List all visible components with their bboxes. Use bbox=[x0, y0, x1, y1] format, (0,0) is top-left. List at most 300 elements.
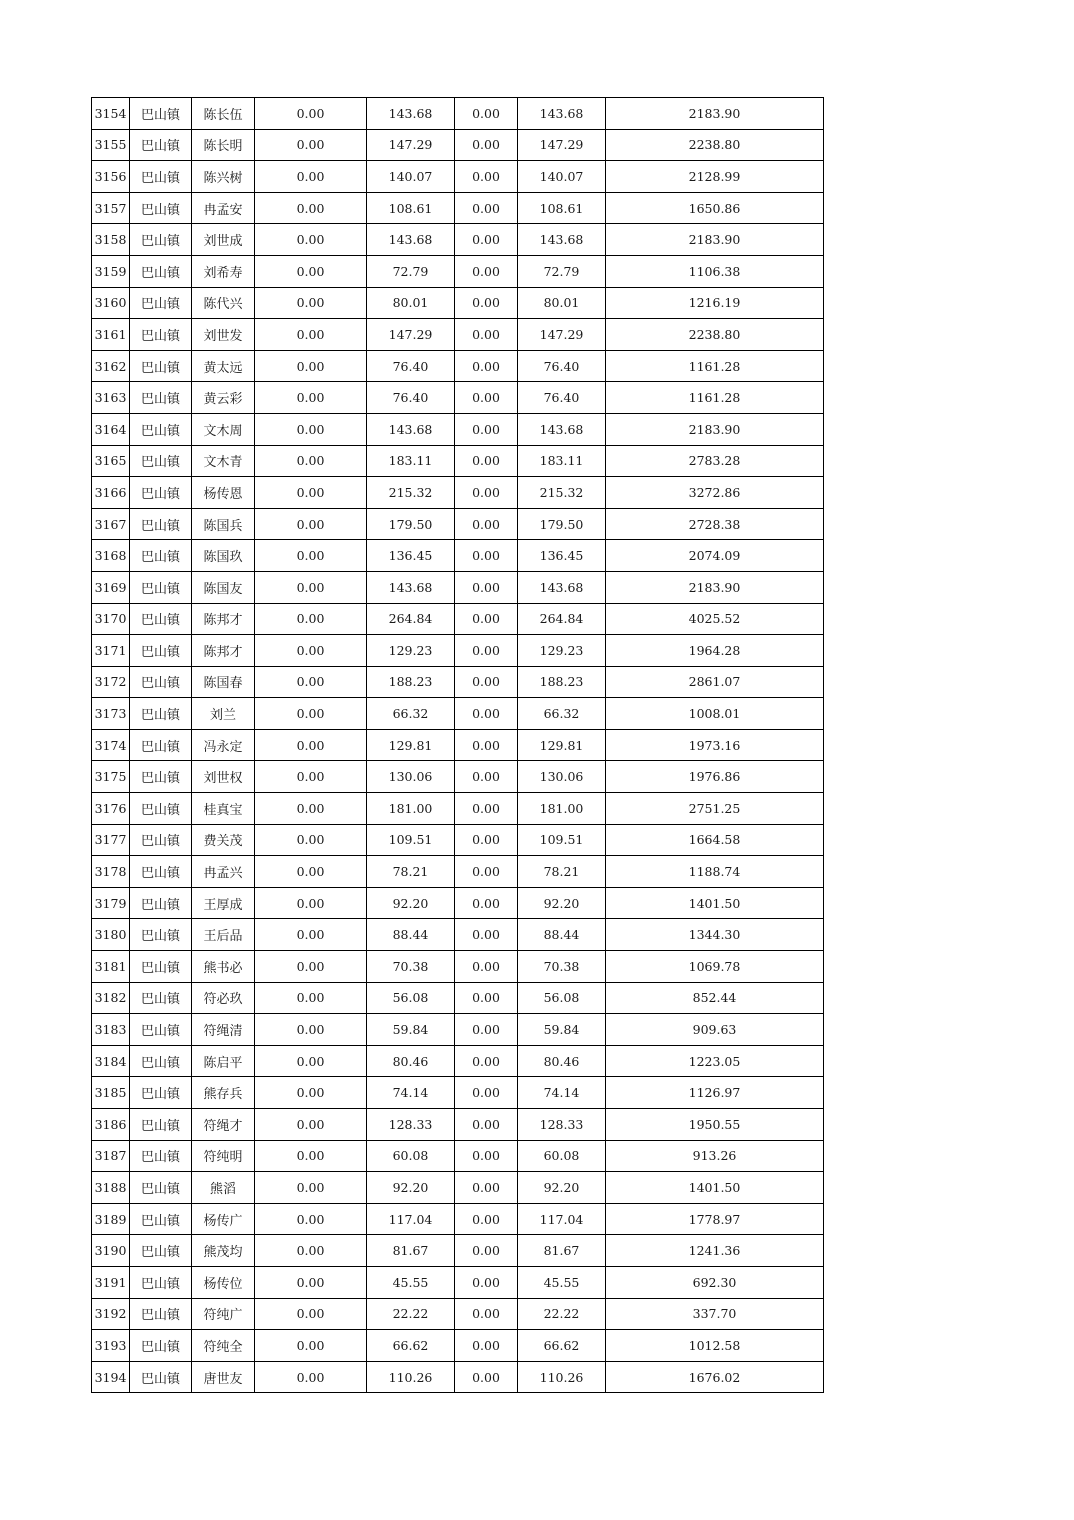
value-a-cell: 0.00 bbox=[255, 224, 367, 256]
name-cell: 陈国友 bbox=[192, 571, 255, 603]
value-d-cell: 136.45 bbox=[518, 540, 606, 572]
row-number-cell: 3178 bbox=[92, 856, 130, 888]
value-d-cell: 76.40 bbox=[518, 350, 606, 382]
row-number-cell: 3180 bbox=[92, 919, 130, 951]
amount-cell: 1161.28 bbox=[606, 350, 824, 382]
value-a-cell: 0.00 bbox=[255, 793, 367, 825]
value-d-cell: 59.84 bbox=[518, 1014, 606, 1046]
row-number-cell: 3157 bbox=[92, 192, 130, 224]
row-number-cell: 3163 bbox=[92, 382, 130, 414]
town-cell: 巴山镇 bbox=[130, 951, 192, 983]
value-d-cell: 66.62 bbox=[518, 1330, 606, 1362]
table-row bbox=[92, 887, 824, 919]
value-a-cell: 0.00 bbox=[255, 382, 367, 414]
row-number-cell: 3171 bbox=[92, 635, 130, 667]
value-b-cell: 215.32 bbox=[367, 477, 455, 509]
value-b-cell: 117.04 bbox=[367, 1203, 455, 1235]
town-cell: 巴山镇 bbox=[130, 1140, 192, 1172]
value-a-cell: 0.00 bbox=[255, 287, 367, 319]
amount-cell: 692.30 bbox=[606, 1266, 824, 1298]
amount-cell: 1664.58 bbox=[606, 824, 824, 856]
value-d-cell: 81.67 bbox=[518, 1235, 606, 1267]
name-cell: 符纯明 bbox=[192, 1140, 255, 1172]
name-cell: 熊书必 bbox=[192, 951, 255, 983]
name-cell: 唐世友 bbox=[192, 1361, 255, 1393]
value-d-cell: 143.68 bbox=[518, 98, 606, 130]
amount-cell: 1188.74 bbox=[606, 856, 824, 888]
row-number-cell: 3186 bbox=[92, 1109, 130, 1141]
value-d-cell: 181.00 bbox=[518, 793, 606, 825]
value-a-cell: 0.00 bbox=[255, 666, 367, 698]
amount-cell: 2183.90 bbox=[606, 98, 824, 130]
value-a-cell: 0.00 bbox=[255, 161, 367, 193]
value-b-cell: 143.68 bbox=[367, 413, 455, 445]
row-number-cell: 3181 bbox=[92, 951, 130, 983]
town-cell: 巴山镇 bbox=[130, 508, 192, 540]
name-cell: 陈国春 bbox=[192, 666, 255, 698]
amount-cell: 2183.90 bbox=[606, 224, 824, 256]
value-c-cell: 0.00 bbox=[455, 887, 518, 919]
name-cell: 杨传恩 bbox=[192, 477, 255, 509]
value-d-cell: 109.51 bbox=[518, 824, 606, 856]
value-c-cell: 0.00 bbox=[455, 445, 518, 477]
value-b-cell: 179.50 bbox=[367, 508, 455, 540]
value-a-cell: 0.00 bbox=[255, 1014, 367, 1046]
value-c-cell: 0.00 bbox=[455, 540, 518, 572]
value-d-cell: 92.20 bbox=[518, 887, 606, 919]
table-row bbox=[92, 729, 824, 761]
name-cell: 符绳清 bbox=[192, 1014, 255, 1046]
amount-cell: 913.26 bbox=[606, 1140, 824, 1172]
amount-cell: 1344.30 bbox=[606, 919, 824, 951]
row-number-cell: 3175 bbox=[92, 761, 130, 793]
amount-cell: 2183.90 bbox=[606, 413, 824, 445]
value-b-cell: 76.40 bbox=[367, 382, 455, 414]
town-cell: 巴山镇 bbox=[130, 1172, 192, 1204]
table-row bbox=[92, 951, 824, 983]
value-d-cell: 179.50 bbox=[518, 508, 606, 540]
name-cell: 陈邦才 bbox=[192, 603, 255, 635]
amount-cell: 1676.02 bbox=[606, 1361, 824, 1393]
table-row bbox=[92, 1361, 824, 1393]
value-a-cell: 0.00 bbox=[255, 1077, 367, 1109]
town-cell: 巴山镇 bbox=[130, 129, 192, 161]
value-b-cell: 143.68 bbox=[367, 224, 455, 256]
value-d-cell: 183.11 bbox=[518, 445, 606, 477]
amount-cell: 2074.09 bbox=[606, 540, 824, 572]
value-d-cell: 66.32 bbox=[518, 698, 606, 730]
value-b-cell: 76.40 bbox=[367, 350, 455, 382]
row-number-cell: 3161 bbox=[92, 319, 130, 351]
value-b-cell: 80.01 bbox=[367, 287, 455, 319]
name-cell: 刘世权 bbox=[192, 761, 255, 793]
value-c-cell: 0.00 bbox=[455, 1330, 518, 1362]
value-c-cell: 0.00 bbox=[455, 477, 518, 509]
name-cell: 符纯广 bbox=[192, 1298, 255, 1330]
row-number-cell: 3159 bbox=[92, 255, 130, 287]
amount-cell: 1401.50 bbox=[606, 887, 824, 919]
table-row bbox=[92, 793, 824, 825]
value-a-cell: 0.00 bbox=[255, 477, 367, 509]
value-d-cell: 143.68 bbox=[518, 224, 606, 256]
amount-cell: 1012.58 bbox=[606, 1330, 824, 1362]
value-c-cell: 0.00 bbox=[455, 350, 518, 382]
town-cell: 巴山镇 bbox=[130, 571, 192, 603]
value-a-cell: 0.00 bbox=[255, 129, 367, 161]
row-number-cell: 3165 bbox=[92, 445, 130, 477]
value-d-cell: 128.33 bbox=[518, 1109, 606, 1141]
name-cell: 陈长伍 bbox=[192, 98, 255, 130]
name-cell: 冯永定 bbox=[192, 729, 255, 761]
table-row bbox=[92, 982, 824, 1014]
town-cell: 巴山镇 bbox=[130, 98, 192, 130]
town-cell: 巴山镇 bbox=[130, 477, 192, 509]
value-b-cell: 66.62 bbox=[367, 1330, 455, 1362]
town-cell: 巴山镇 bbox=[130, 382, 192, 414]
name-cell: 杨传位 bbox=[192, 1266, 255, 1298]
amount-cell: 2128.99 bbox=[606, 161, 824, 193]
row-number-cell: 3193 bbox=[92, 1330, 130, 1362]
value-a-cell: 0.00 bbox=[255, 508, 367, 540]
value-b-cell: 143.68 bbox=[367, 98, 455, 130]
value-a-cell: 0.00 bbox=[255, 1330, 367, 1362]
town-cell: 巴山镇 bbox=[130, 761, 192, 793]
table-row bbox=[92, 477, 824, 509]
value-c-cell: 0.00 bbox=[455, 761, 518, 793]
table-row bbox=[92, 445, 824, 477]
town-cell: 巴山镇 bbox=[130, 698, 192, 730]
value-b-cell: 143.68 bbox=[367, 571, 455, 603]
value-b-cell: 92.20 bbox=[367, 887, 455, 919]
table-row bbox=[92, 1330, 824, 1362]
value-d-cell: 143.68 bbox=[518, 571, 606, 603]
town-cell: 巴山镇 bbox=[130, 1109, 192, 1141]
table-row bbox=[92, 508, 824, 540]
table-row bbox=[92, 698, 824, 730]
name-cell: 符绳才 bbox=[192, 1109, 255, 1141]
value-d-cell: 92.20 bbox=[518, 1172, 606, 1204]
value-a-cell: 0.00 bbox=[255, 982, 367, 1014]
value-b-cell: 66.32 bbox=[367, 698, 455, 730]
row-number-cell: 3169 bbox=[92, 571, 130, 603]
town-cell: 巴山镇 bbox=[130, 161, 192, 193]
name-cell: 陈国玖 bbox=[192, 540, 255, 572]
value-a-cell: 0.00 bbox=[255, 824, 367, 856]
value-b-cell: 108.61 bbox=[367, 192, 455, 224]
value-b-cell: 147.29 bbox=[367, 129, 455, 161]
row-number-cell: 3190 bbox=[92, 1235, 130, 1267]
value-c-cell: 0.00 bbox=[455, 793, 518, 825]
value-a-cell: 0.00 bbox=[255, 919, 367, 951]
table-row bbox=[92, 1045, 824, 1077]
town-cell: 巴山镇 bbox=[130, 1045, 192, 1077]
town-cell: 巴山镇 bbox=[130, 824, 192, 856]
town-cell: 巴山镇 bbox=[130, 603, 192, 635]
value-c-cell: 0.00 bbox=[455, 1203, 518, 1235]
town-cell: 巴山镇 bbox=[130, 982, 192, 1014]
value-b-cell: 60.08 bbox=[367, 1140, 455, 1172]
value-a-cell: 0.00 bbox=[255, 761, 367, 793]
value-d-cell: 78.21 bbox=[518, 856, 606, 888]
value-b-cell: 88.44 bbox=[367, 919, 455, 951]
town-cell: 巴山镇 bbox=[130, 887, 192, 919]
value-b-cell: 109.51 bbox=[367, 824, 455, 856]
amount-cell: 4025.52 bbox=[606, 603, 824, 635]
name-cell: 陈邦才 bbox=[192, 635, 255, 667]
value-a-cell: 0.00 bbox=[255, 1361, 367, 1393]
amount-cell: 1401.50 bbox=[606, 1172, 824, 1204]
value-b-cell: 129.23 bbox=[367, 635, 455, 667]
amount-cell: 1126.97 bbox=[606, 1077, 824, 1109]
value-d-cell: 147.29 bbox=[518, 129, 606, 161]
value-b-cell: 81.67 bbox=[367, 1235, 455, 1267]
name-cell: 费关茂 bbox=[192, 824, 255, 856]
table-row bbox=[92, 919, 824, 951]
amount-cell: 1106.38 bbox=[606, 255, 824, 287]
town-cell: 巴山镇 bbox=[130, 1266, 192, 1298]
amount-cell: 2728.38 bbox=[606, 508, 824, 540]
value-b-cell: 147.29 bbox=[367, 319, 455, 351]
value-c-cell: 0.00 bbox=[455, 919, 518, 951]
value-d-cell: 70.38 bbox=[518, 951, 606, 983]
table-row bbox=[92, 319, 824, 351]
value-b-cell: 56.08 bbox=[367, 982, 455, 1014]
value-c-cell: 0.00 bbox=[455, 224, 518, 256]
amount-cell: 852.44 bbox=[606, 982, 824, 1014]
value-a-cell: 0.00 bbox=[255, 698, 367, 730]
row-number-cell: 3156 bbox=[92, 161, 130, 193]
town-cell: 巴山镇 bbox=[130, 729, 192, 761]
value-c-cell: 0.00 bbox=[455, 698, 518, 730]
town-cell: 巴山镇 bbox=[130, 793, 192, 825]
table-body bbox=[92, 98, 824, 1393]
value-c-cell: 0.00 bbox=[455, 508, 518, 540]
name-cell: 桂真宝 bbox=[192, 793, 255, 825]
amount-cell: 1161.28 bbox=[606, 382, 824, 414]
amount-cell: 2238.80 bbox=[606, 129, 824, 161]
value-b-cell: 45.55 bbox=[367, 1266, 455, 1298]
value-d-cell: 60.08 bbox=[518, 1140, 606, 1172]
value-c-cell: 0.00 bbox=[455, 1172, 518, 1204]
table-row bbox=[92, 635, 824, 667]
name-cell: 王厚成 bbox=[192, 887, 255, 919]
row-number-cell: 3173 bbox=[92, 698, 130, 730]
name-cell: 文木周 bbox=[192, 413, 255, 445]
town-cell: 巴山镇 bbox=[130, 1361, 192, 1393]
value-c-cell: 0.00 bbox=[455, 1014, 518, 1046]
value-c-cell: 0.00 bbox=[455, 1298, 518, 1330]
value-c-cell: 0.00 bbox=[455, 192, 518, 224]
amount-cell: 1069.78 bbox=[606, 951, 824, 983]
value-d-cell: 88.44 bbox=[518, 919, 606, 951]
town-cell: 巴山镇 bbox=[130, 1235, 192, 1267]
name-cell: 王后品 bbox=[192, 919, 255, 951]
row-number-cell: 3158 bbox=[92, 224, 130, 256]
value-b-cell: 136.45 bbox=[367, 540, 455, 572]
value-d-cell: 108.61 bbox=[518, 192, 606, 224]
name-cell: 刘兰 bbox=[192, 698, 255, 730]
table-row bbox=[92, 1298, 824, 1330]
amount-cell: 2751.25 bbox=[606, 793, 824, 825]
value-b-cell: 92.20 bbox=[367, 1172, 455, 1204]
row-number-cell: 3166 bbox=[92, 477, 130, 509]
table-row bbox=[92, 1014, 824, 1046]
value-b-cell: 129.81 bbox=[367, 729, 455, 761]
value-a-cell: 0.00 bbox=[255, 255, 367, 287]
row-number-cell: 3194 bbox=[92, 1361, 130, 1393]
town-cell: 巴山镇 bbox=[130, 413, 192, 445]
value-a-cell: 0.00 bbox=[255, 951, 367, 983]
value-a-cell: 0.00 bbox=[255, 1140, 367, 1172]
town-cell: 巴山镇 bbox=[130, 255, 192, 287]
value-c-cell: 0.00 bbox=[455, 413, 518, 445]
value-a-cell: 0.00 bbox=[255, 445, 367, 477]
town-cell: 巴山镇 bbox=[130, 1330, 192, 1362]
amount-cell: 909.63 bbox=[606, 1014, 824, 1046]
row-number-cell: 3176 bbox=[92, 793, 130, 825]
table-row bbox=[92, 1109, 824, 1141]
name-cell: 陈兴树 bbox=[192, 161, 255, 193]
table-row bbox=[92, 129, 824, 161]
table-row bbox=[92, 413, 824, 445]
table-row bbox=[92, 1077, 824, 1109]
value-b-cell: 59.84 bbox=[367, 1014, 455, 1046]
row-number-cell: 3154 bbox=[92, 98, 130, 130]
value-a-cell: 0.00 bbox=[255, 887, 367, 919]
value-c-cell: 0.00 bbox=[455, 1266, 518, 1298]
row-number-cell: 3191 bbox=[92, 1266, 130, 1298]
value-c-cell: 0.00 bbox=[455, 1140, 518, 1172]
table-row bbox=[92, 1140, 824, 1172]
name-cell: 文木青 bbox=[192, 445, 255, 477]
name-cell: 熊存兵 bbox=[192, 1077, 255, 1109]
table-row bbox=[92, 571, 824, 603]
amount-cell: 1950.55 bbox=[606, 1109, 824, 1141]
name-cell: 刘希寿 bbox=[192, 255, 255, 287]
row-number-cell: 3179 bbox=[92, 887, 130, 919]
name-cell: 黄云彩 bbox=[192, 382, 255, 414]
value-b-cell: 78.21 bbox=[367, 856, 455, 888]
town-cell: 巴山镇 bbox=[130, 192, 192, 224]
value-a-cell: 0.00 bbox=[255, 1045, 367, 1077]
table-row bbox=[92, 1203, 824, 1235]
value-c-cell: 0.00 bbox=[455, 319, 518, 351]
row-number-cell: 3155 bbox=[92, 129, 130, 161]
value-c-cell: 0.00 bbox=[455, 856, 518, 888]
name-cell: 熊茂均 bbox=[192, 1235, 255, 1267]
value-d-cell: 56.08 bbox=[518, 982, 606, 1014]
amount-cell: 3272.86 bbox=[606, 477, 824, 509]
row-number-cell: 3177 bbox=[92, 824, 130, 856]
row-number-cell: 3189 bbox=[92, 1203, 130, 1235]
value-d-cell: 143.68 bbox=[518, 413, 606, 445]
name-cell: 黄太远 bbox=[192, 350, 255, 382]
value-a-cell: 0.00 bbox=[255, 856, 367, 888]
value-a-cell: 0.00 bbox=[255, 571, 367, 603]
town-cell: 巴山镇 bbox=[130, 287, 192, 319]
data-table bbox=[91, 97, 824, 1393]
amount-cell: 2783.28 bbox=[606, 445, 824, 477]
value-c-cell: 0.00 bbox=[455, 1109, 518, 1141]
amount-cell: 1778.97 bbox=[606, 1203, 824, 1235]
value-d-cell: 72.79 bbox=[518, 255, 606, 287]
town-cell: 巴山镇 bbox=[130, 1203, 192, 1235]
row-number-cell: 3185 bbox=[92, 1077, 130, 1109]
value-c-cell: 0.00 bbox=[455, 603, 518, 635]
amount-cell: 1241.36 bbox=[606, 1235, 824, 1267]
name-cell: 冉孟兴 bbox=[192, 856, 255, 888]
value-d-cell: 129.81 bbox=[518, 729, 606, 761]
value-b-cell: 130.06 bbox=[367, 761, 455, 793]
value-a-cell: 0.00 bbox=[255, 635, 367, 667]
table-row bbox=[92, 161, 824, 193]
name-cell: 杨传广 bbox=[192, 1203, 255, 1235]
row-number-cell: 3172 bbox=[92, 666, 130, 698]
amount-cell: 2238.80 bbox=[606, 319, 824, 351]
value-c-cell: 0.00 bbox=[455, 1235, 518, 1267]
table-row bbox=[92, 1266, 824, 1298]
row-number-cell: 3160 bbox=[92, 287, 130, 319]
town-cell: 巴山镇 bbox=[130, 445, 192, 477]
amount-cell: 1216.19 bbox=[606, 287, 824, 319]
table-row bbox=[92, 255, 824, 287]
town-cell: 巴山镇 bbox=[130, 666, 192, 698]
value-b-cell: 74.14 bbox=[367, 1077, 455, 1109]
value-c-cell: 0.00 bbox=[455, 382, 518, 414]
name-cell: 刘世成 bbox=[192, 224, 255, 256]
value-d-cell: 264.84 bbox=[518, 603, 606, 635]
value-a-cell: 0.00 bbox=[255, 603, 367, 635]
town-cell: 巴山镇 bbox=[130, 540, 192, 572]
value-a-cell: 0.00 bbox=[255, 540, 367, 572]
value-a-cell: 0.00 bbox=[255, 1172, 367, 1204]
amount-cell: 1976.86 bbox=[606, 761, 824, 793]
row-number-cell: 3187 bbox=[92, 1140, 130, 1172]
town-cell: 巴山镇 bbox=[130, 350, 192, 382]
row-number-cell: 3168 bbox=[92, 540, 130, 572]
value-d-cell: 74.14 bbox=[518, 1077, 606, 1109]
amount-cell: 2861.07 bbox=[606, 666, 824, 698]
value-c-cell: 0.00 bbox=[455, 161, 518, 193]
name-cell: 熊滔 bbox=[192, 1172, 255, 1204]
value-d-cell: 22.22 bbox=[518, 1298, 606, 1330]
row-number-cell: 3183 bbox=[92, 1014, 130, 1046]
amount-cell: 1650.86 bbox=[606, 192, 824, 224]
value-d-cell: 117.04 bbox=[518, 1203, 606, 1235]
table-row bbox=[92, 761, 824, 793]
value-b-cell: 183.11 bbox=[367, 445, 455, 477]
value-c-cell: 0.00 bbox=[455, 129, 518, 161]
row-number-cell: 3174 bbox=[92, 729, 130, 761]
table-row bbox=[92, 224, 824, 256]
value-d-cell: 147.29 bbox=[518, 319, 606, 351]
value-a-cell: 0.00 bbox=[255, 1235, 367, 1267]
name-cell: 刘世发 bbox=[192, 319, 255, 351]
value-b-cell: 264.84 bbox=[367, 603, 455, 635]
name-cell: 符必玖 bbox=[192, 982, 255, 1014]
value-d-cell: 140.07 bbox=[518, 161, 606, 193]
value-b-cell: 72.79 bbox=[367, 255, 455, 287]
town-cell: 巴山镇 bbox=[130, 1077, 192, 1109]
value-d-cell: 110.26 bbox=[518, 1361, 606, 1393]
table-row bbox=[92, 287, 824, 319]
value-b-cell: 110.26 bbox=[367, 1361, 455, 1393]
table-row bbox=[92, 666, 824, 698]
row-number-cell: 3192 bbox=[92, 1298, 130, 1330]
value-a-cell: 0.00 bbox=[255, 729, 367, 761]
amount-cell: 337.70 bbox=[606, 1298, 824, 1330]
amount-cell: 1964.28 bbox=[606, 635, 824, 667]
